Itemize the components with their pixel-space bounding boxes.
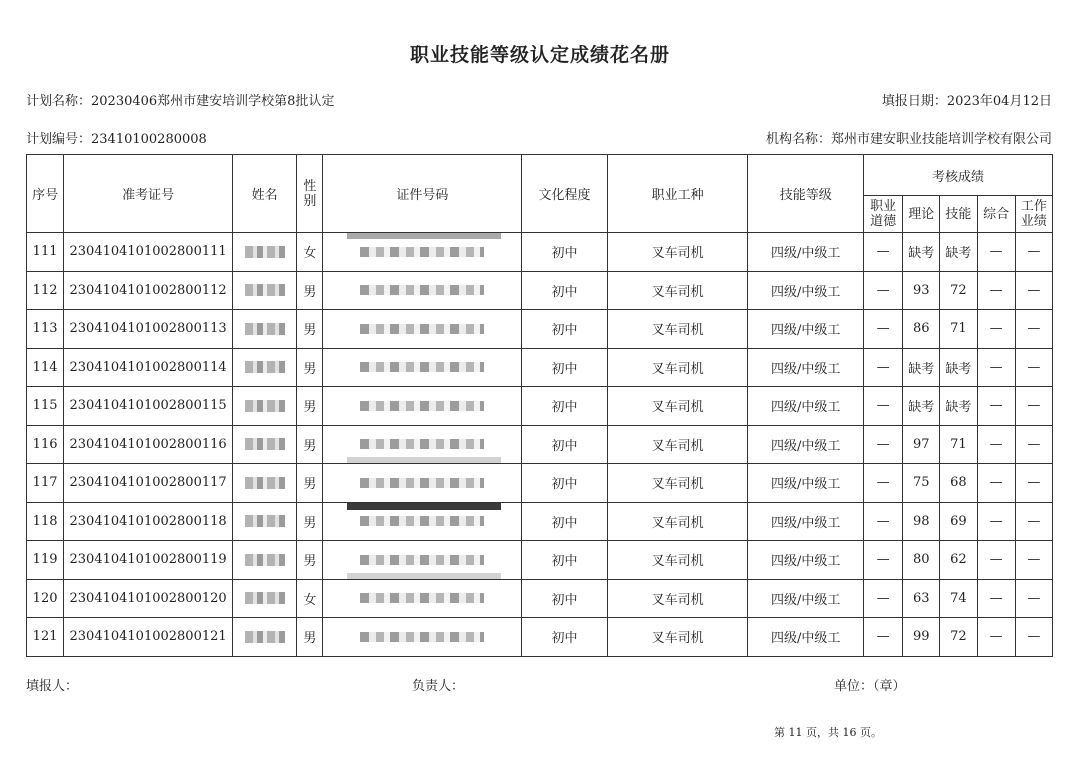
- cell-gender: 女: [297, 579, 323, 618]
- cell-name: [232, 425, 296, 464]
- cell-exam-no: 2304104101002800120: [64, 579, 233, 618]
- redacted-name: [245, 323, 285, 335]
- header-work: [1015, 196, 1052, 233]
- cell-name: [232, 387, 296, 426]
- cell-skill-level: 四级/中级工: [748, 387, 864, 426]
- header-work-line1: 工作: [1020, 199, 1047, 214]
- cell-theory-score: 93: [903, 271, 940, 310]
- redacted-id-number: [360, 439, 484, 449]
- cell-work-score: —: [1015, 387, 1052, 426]
- cell-education: 初中: [522, 233, 607, 272]
- header-education: 文化程度: [522, 155, 607, 233]
- cell-id-no: [323, 425, 522, 464]
- header-job-type: 职业工种: [607, 155, 748, 233]
- cell-theory-score: 97: [903, 425, 940, 464]
- footer-unit-seal: 单位：（章）: [834, 679, 906, 694]
- redacted-name: [245, 515, 285, 527]
- cell-id-no: [323, 541, 522, 580]
- cell-id-no: [323, 271, 522, 310]
- footer-reporter: 填报人：: [26, 679, 79, 694]
- cell-name: [232, 233, 296, 272]
- footer-responsible: 负责人：: [412, 679, 465, 694]
- redacted-id-number: [360, 285, 484, 295]
- redacted-id-number: [360, 401, 484, 411]
- score-roster-table: [26, 154, 1053, 657]
- redacted-name: [245, 284, 285, 296]
- redacted-name: [245, 477, 285, 489]
- redacted-id-number: [360, 516, 484, 526]
- cell-skill-level: 四级/中级工: [748, 502, 864, 541]
- table-row: [27, 579, 1053, 618]
- cell-ethics-score: —: [863, 387, 902, 426]
- cell-education: 初中: [522, 310, 607, 349]
- header-theory: 理论: [903, 196, 940, 233]
- table-row: [27, 387, 1053, 426]
- table-row: [27, 271, 1053, 310]
- cell-seq: 112: [27, 271, 64, 310]
- cell-work-score: —: [1015, 271, 1052, 310]
- redacted-id-number: [360, 555, 484, 565]
- redacted-name: [245, 631, 285, 643]
- cell-exam-no: 2304104101002800116: [64, 425, 233, 464]
- cell-exam-no: 2304104101002800118: [64, 502, 233, 541]
- redaction-bar: [347, 457, 501, 463]
- header-ethics-line2: 道德: [870, 214, 897, 229]
- redacted-name: [245, 438, 285, 450]
- cell-name: [232, 618, 296, 657]
- cell-education: 初中: [522, 502, 607, 541]
- cell-job-type: 叉车司机: [607, 425, 748, 464]
- cell-exam-no: 2304104101002800112: [64, 271, 233, 310]
- header-skill: 技能: [940, 196, 977, 233]
- cell-skill-level: 四级/中级工: [748, 425, 864, 464]
- cell-education: 初中: [522, 618, 607, 657]
- cell-theory-score: 98: [903, 502, 940, 541]
- cell-overall-score: —: [977, 502, 1015, 541]
- header-seq: 序号: [27, 155, 64, 233]
- cell-name: [232, 541, 296, 580]
- cell-skill-level: 四级/中级工: [748, 348, 864, 387]
- cell-job-type: 叉车司机: [607, 233, 748, 272]
- cell-ethics-score: —: [863, 271, 902, 310]
- header-name: 姓名: [232, 155, 296, 233]
- cell-work-score: —: [1015, 579, 1052, 618]
- cell-exam-no: 2304104101002800117: [64, 464, 233, 503]
- table-row: [27, 233, 1053, 272]
- cell-gender: 男: [297, 541, 323, 580]
- cell-ethics-score: —: [863, 425, 902, 464]
- cell-overall-score: —: [977, 348, 1015, 387]
- redaction-bar: [347, 573, 501, 579]
- cell-skill-score: 71: [940, 425, 977, 464]
- cell-overall-score: —: [977, 310, 1015, 349]
- redacted-id-number: [360, 362, 484, 372]
- header-gender: [297, 155, 323, 233]
- cell-id-no: [323, 464, 522, 503]
- cell-skill-level: 四级/中级工: [748, 464, 864, 503]
- cell-skill-level: 四级/中级工: [748, 233, 864, 272]
- redacted-name: [245, 361, 285, 373]
- cell-job-type: 叉车司机: [607, 310, 748, 349]
- cell-overall-score: —: [977, 618, 1015, 657]
- cell-seq: 119: [27, 541, 64, 580]
- redacted-id-number: [360, 593, 484, 603]
- redacted-id-number: [360, 632, 484, 642]
- table-row: [27, 618, 1053, 657]
- cell-skill-score: 74: [940, 579, 977, 618]
- cell-ethics-score: —: [863, 502, 902, 541]
- report-date: 填报日期：2023年04月12日: [881, 94, 1052, 109]
- redacted-name: [245, 554, 285, 566]
- header-skill-level: 技能等级: [748, 155, 864, 233]
- table-row: [27, 502, 1053, 541]
- cell-work-score: —: [1015, 541, 1052, 580]
- cell-education: 初中: [522, 387, 607, 426]
- redacted-id-number: [360, 247, 484, 257]
- cell-theory-score: 缺考: [903, 233, 940, 272]
- header-ethics-line1: 职业: [870, 199, 897, 214]
- cell-skill-level: 四级/中级工: [748, 579, 864, 618]
- cell-theory-score: 63: [903, 579, 940, 618]
- cell-work-score: —: [1015, 502, 1052, 541]
- cell-overall-score: —: [977, 541, 1015, 580]
- cell-seq: 113: [27, 310, 64, 349]
- table-row: [27, 541, 1053, 580]
- cell-id-no: [323, 387, 522, 426]
- cell-name: [232, 579, 296, 618]
- cell-ethics-score: —: [863, 310, 902, 349]
- cell-seq: 111: [27, 233, 64, 272]
- cell-id-no: [323, 502, 522, 541]
- cell-id-no: [323, 310, 522, 349]
- cell-name: [232, 310, 296, 349]
- cell-work-score: —: [1015, 233, 1052, 272]
- cell-ethics-score: —: [863, 618, 902, 657]
- cell-job-type: 叉车司机: [607, 464, 748, 503]
- cell-skill-score: 71: [940, 310, 977, 349]
- redacted-name: [245, 592, 285, 604]
- cell-gender: 男: [297, 618, 323, 657]
- cell-seq: 115: [27, 387, 64, 426]
- header-gender-line1: 性: [303, 178, 317, 194]
- cell-work-score: —: [1015, 310, 1052, 349]
- cell-seq: 120: [27, 579, 64, 618]
- cell-id-no: [323, 233, 522, 272]
- cell-seq: 118: [27, 502, 64, 541]
- header-ethics: [863, 196, 902, 233]
- cell-exam-no: 2304104101002800113: [64, 310, 233, 349]
- cell-job-type: 叉车司机: [607, 502, 748, 541]
- cell-gender: 男: [297, 502, 323, 541]
- cell-skill-score: 62: [940, 541, 977, 580]
- org-name: 机构名称：郑州市建安职业技能培训学校有限公司: [765, 132, 1052, 147]
- plan-name: 计划名称：20230406郑州市建安培训学校第8批认定: [26, 94, 335, 109]
- cell-gender: 男: [297, 271, 323, 310]
- header-exam-no: 准考证号: [64, 155, 233, 233]
- cell-gender: 男: [297, 348, 323, 387]
- cell-education: 初中: [522, 464, 607, 503]
- cell-name: [232, 348, 296, 387]
- cell-gender: 男: [297, 310, 323, 349]
- cell-gender: 男: [297, 464, 323, 503]
- cell-job-type: 叉车司机: [607, 271, 748, 310]
- redacted-id-number: [360, 324, 484, 334]
- cell-work-score: —: [1015, 425, 1052, 464]
- cell-skill-score: 缺考: [940, 233, 977, 272]
- cell-overall-score: —: [977, 233, 1015, 272]
- cell-skill-level: 四级/中级工: [748, 541, 864, 580]
- cell-seq: 114: [27, 348, 64, 387]
- table-row: [27, 348, 1053, 387]
- plan-code: 计划编号：23410100280008: [26, 132, 207, 147]
- cell-work-score: —: [1015, 348, 1052, 387]
- header-scores: 考核成绩: [863, 155, 1052, 196]
- roster-body: [27, 233, 1053, 657]
- cell-name: [232, 502, 296, 541]
- cell-skill-score: 68: [940, 464, 977, 503]
- cell-education: 初中: [522, 271, 607, 310]
- cell-overall-score: —: [977, 387, 1015, 426]
- cell-skill-score: 72: [940, 618, 977, 657]
- cell-overall-score: —: [977, 464, 1015, 503]
- table-row: [27, 425, 1053, 464]
- cell-gender: 男: [297, 425, 323, 464]
- cell-skill-score: 缺考: [940, 348, 977, 387]
- cell-theory-score: 缺考: [903, 387, 940, 426]
- page-number: 第 11 页，共 16 页。: [774, 726, 882, 739]
- cell-exam-no: 2304104101002800114: [64, 348, 233, 387]
- cell-overall-score: —: [977, 579, 1015, 618]
- cell-id-no: [323, 579, 522, 618]
- cell-gender: 女: [297, 233, 323, 272]
- cell-work-score: —: [1015, 464, 1052, 503]
- cell-ethics-score: —: [863, 233, 902, 272]
- cell-skill-level: 四级/中级工: [748, 310, 864, 349]
- cell-name: [232, 464, 296, 503]
- cell-ethics-score: —: [863, 579, 902, 618]
- cell-exam-no: 2304104101002800119: [64, 541, 233, 580]
- page-title: 职业技能等级认定成绩花名册: [409, 44, 670, 66]
- cell-id-no: [323, 348, 522, 387]
- cell-skill-score: 69: [940, 502, 977, 541]
- redacted-id-number: [360, 478, 484, 488]
- cell-theory-score: 80: [903, 541, 940, 580]
- cell-overall-score: —: [977, 425, 1015, 464]
- cell-job-type: 叉车司机: [607, 387, 748, 426]
- cell-skill-level: 四级/中级工: [748, 271, 864, 310]
- cell-education: 初中: [522, 425, 607, 464]
- cell-education: 初中: [522, 579, 607, 618]
- cell-skill-score: 72: [940, 271, 977, 310]
- cell-gender: 男: [297, 387, 323, 426]
- cell-skill-score: 缺考: [940, 387, 977, 426]
- table-row: [27, 464, 1053, 503]
- cell-theory-score: 99: [903, 618, 940, 657]
- cell-work-score: —: [1015, 618, 1052, 657]
- cell-theory-score: 86: [903, 310, 940, 349]
- header-gender-line2: 别: [303, 193, 317, 209]
- cell-seq: 116: [27, 425, 64, 464]
- cell-skill-level: 四级/中级工: [748, 618, 864, 657]
- cell-job-type: 叉车司机: [607, 618, 748, 657]
- cell-ethics-score: —: [863, 541, 902, 580]
- header-id-no: 证件号码: [323, 155, 522, 233]
- cell-theory-score: 75: [903, 464, 940, 503]
- cell-exam-no: 2304104101002800115: [64, 387, 233, 426]
- cell-name: [232, 271, 296, 310]
- header-overall: 综合: [977, 196, 1015, 233]
- redaction-bar: [347, 503, 501, 510]
- table-row: [27, 310, 1053, 349]
- cell-job-type: 叉车司机: [607, 579, 748, 618]
- cell-job-type: 叉车司机: [607, 541, 748, 580]
- cell-ethics-score: —: [863, 348, 902, 387]
- redacted-name: [245, 246, 285, 258]
- cell-seq: 121: [27, 618, 64, 657]
- cell-education: 初中: [522, 541, 607, 580]
- cell-overall-score: —: [977, 271, 1015, 310]
- cell-seq: 117: [27, 464, 64, 503]
- cell-theory-score: 缺考: [903, 348, 940, 387]
- cell-exam-no: 2304104101002800121: [64, 618, 233, 657]
- cell-id-no: [323, 618, 522, 657]
- cell-education: 初中: [522, 348, 607, 387]
- cell-job-type: 叉车司机: [607, 348, 748, 387]
- cell-exam-no: 2304104101002800111: [64, 233, 233, 272]
- header-work-line2: 业绩: [1020, 214, 1047, 229]
- redacted-name: [245, 400, 285, 412]
- cell-ethics-score: —: [863, 464, 902, 503]
- redaction-bar: [347, 233, 501, 239]
